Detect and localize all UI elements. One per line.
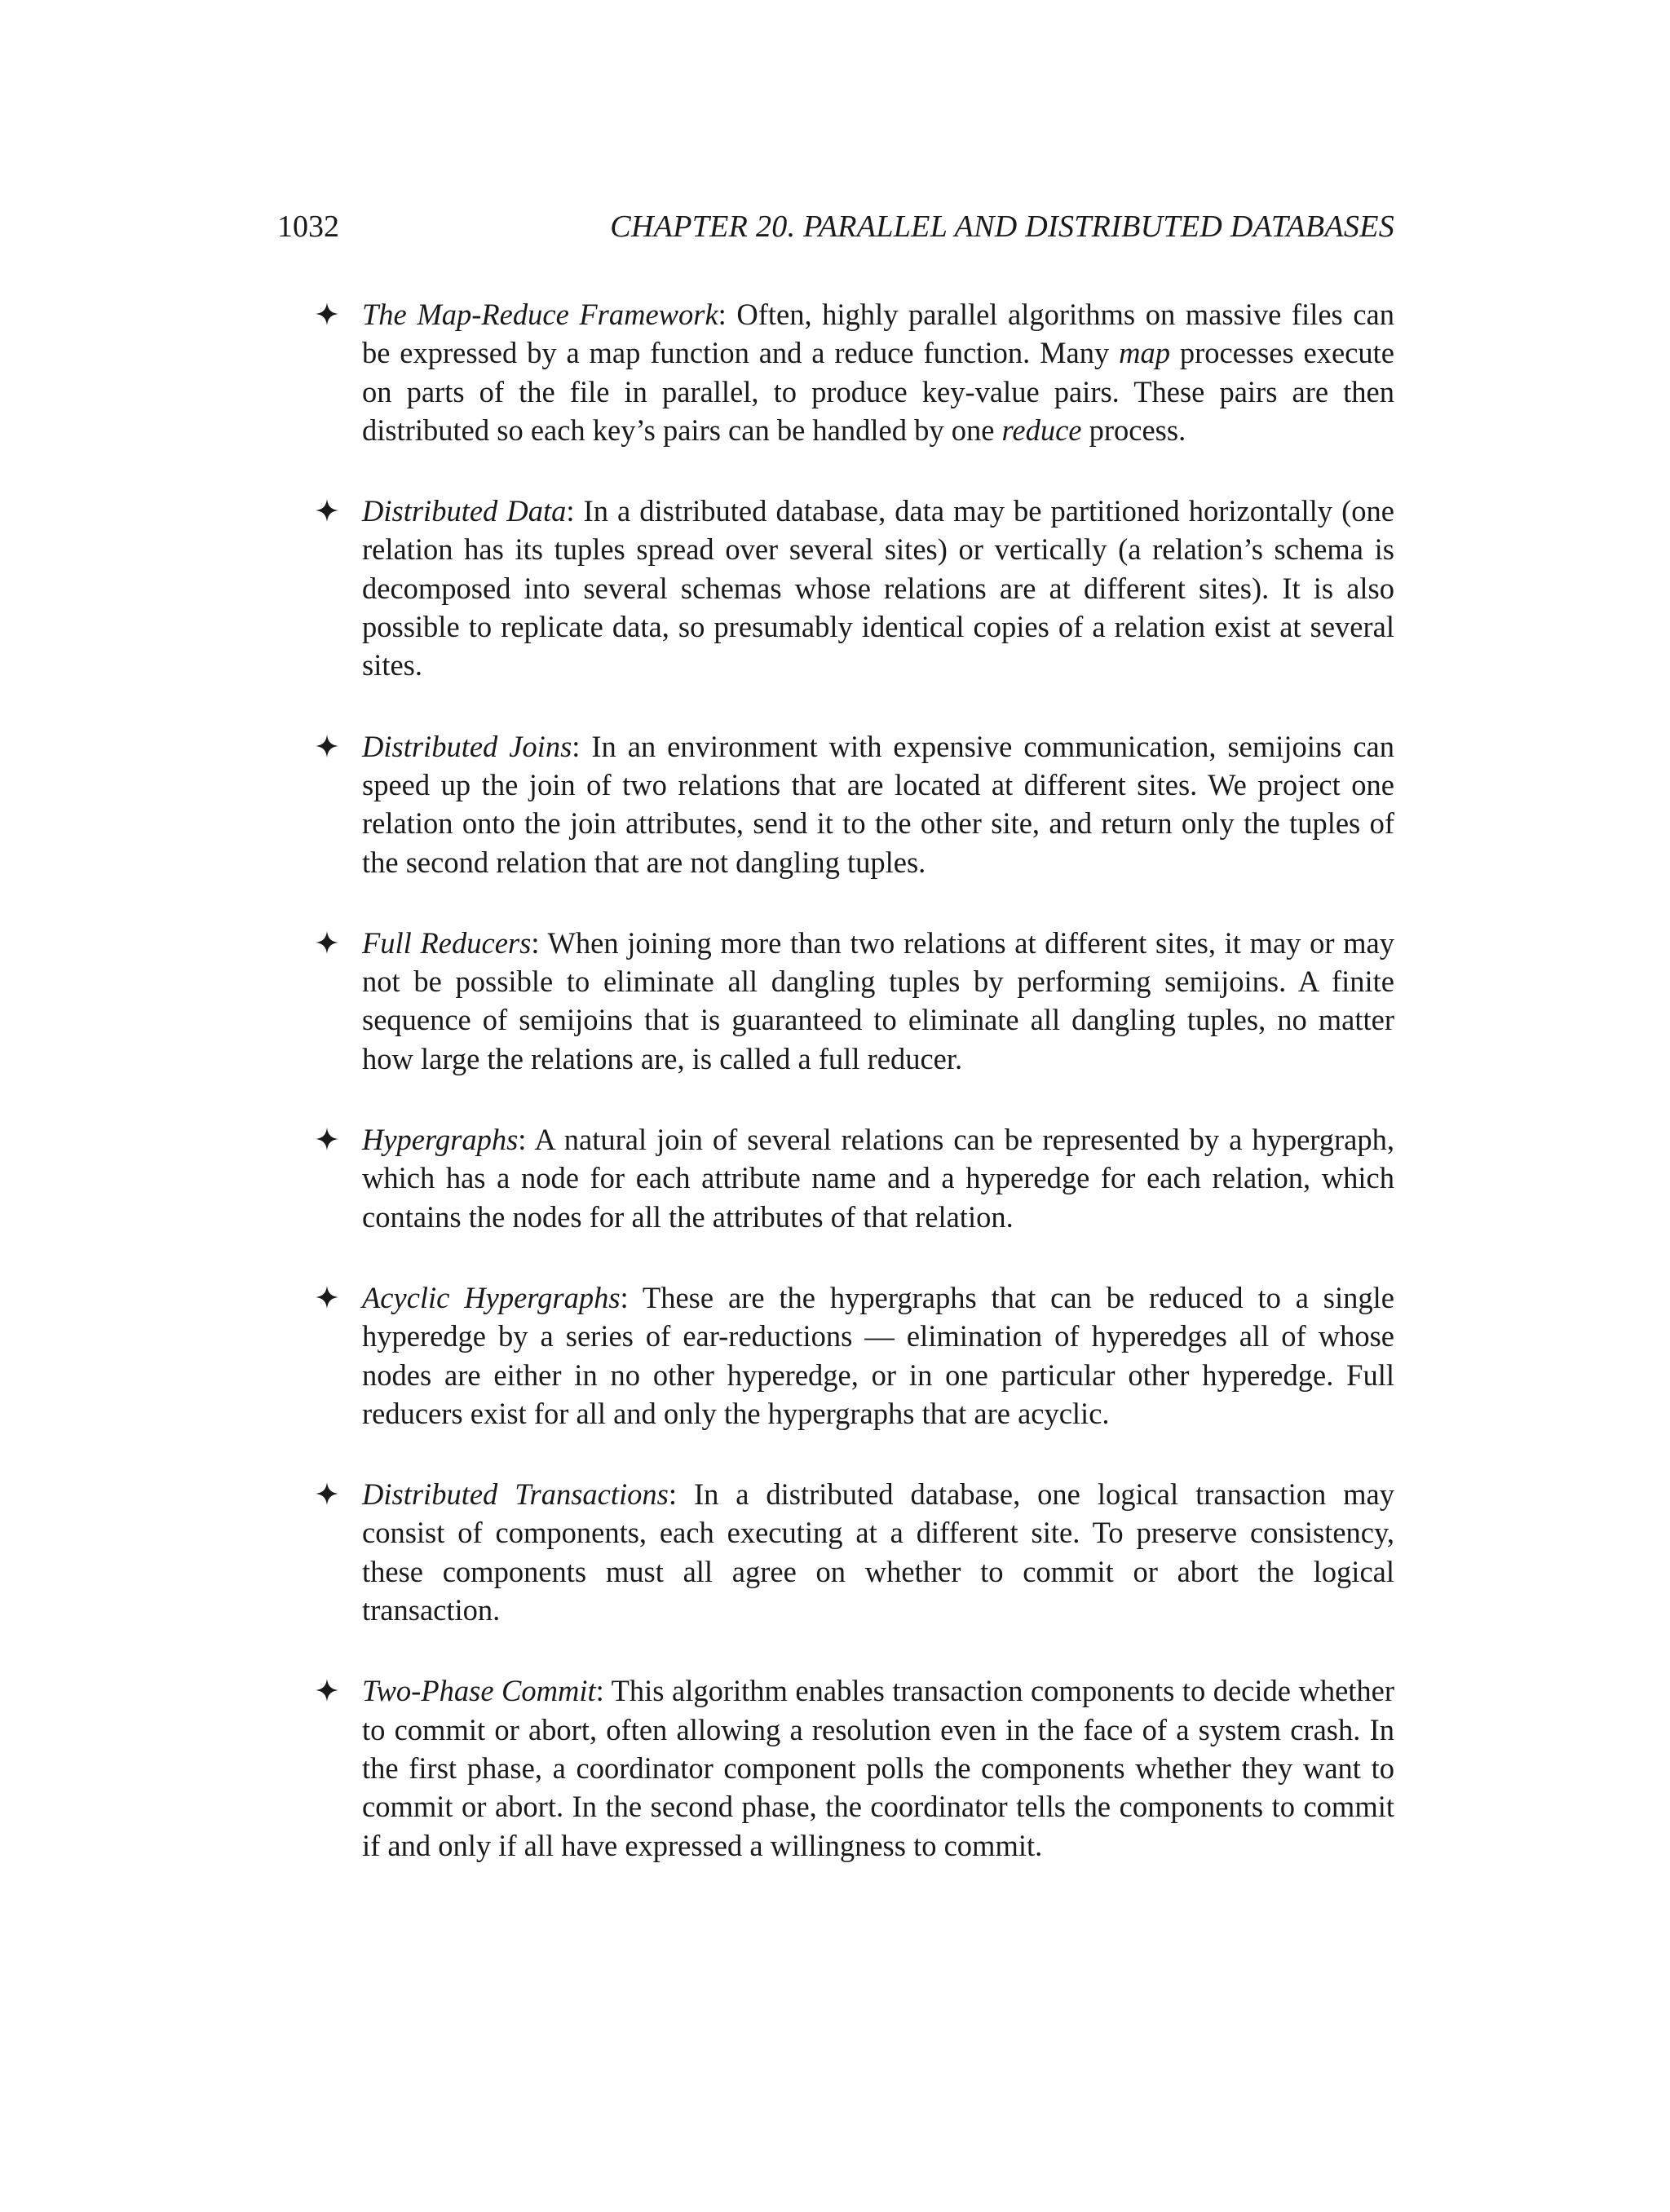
summary-item: Full Reducers: When joining more than two relations at different sites, it may or may not be possible to eliminate all dangling tuples by performing semijoins. A finite sequence of semijoins that is guaranteed to eliminate all dangling tuples, no matter how large the relations are, is called a full reducer.	[316, 924, 1394, 1078]
four-point-star-bullet-icon	[315, 924, 344, 962]
summary-item: Distributed Data: In a distributed database, data may be partitioned horizontally (one relation has its tuples spread over several sites) or vertically (a relation’s schema is decomposed into several schemas whose relations are at different sites). It is also possible to replicate data, so presumably identical copies of a relation exist at several sites.	[316, 492, 1394, 684]
term-label: Hypergraphs	[362, 1123, 519, 1157]
summary-item: Hypergraphs: A natural join of several relations can be represented by a hypergraph, which has a node for each attribute name and a hyperedge for each relation, which contains the nodes for all the attributes of that relation.	[316, 1120, 1394, 1236]
emphasized-word: map	[1119, 336, 1170, 370]
page-number: 1032	[277, 210, 339, 244]
four-point-star-bullet-icon	[315, 1278, 344, 1317]
term-label: Two-Phase Commit	[362, 1674, 596, 1708]
description-text: This algorithm enables transaction components to decide whether to commit or abort, often allowing a resolution even in the face of a system crash. In the first phase, a coordinator component polls the components whether they want to commit or abort. In the second phase, the coordinator tells the components to commit if and only if all have expressed a willingness to commit.	[362, 1674, 1395, 1862]
term-label: Distributed Data	[362, 494, 567, 528]
description-text: When joining more than two relations at different sites, it may or may not be possible to eliminate all dangling tuples by performing semijoins. A finite sequence of semijoins that is guaranteed to eliminate all dangling tuples, no matter how large the relations are, is called a full reducer.	[362, 925, 1395, 1075]
summary-list	[316, 295, 1394, 1907]
description-text: These are the hypergraphs that can be reduced to a single hyperedge by a series of ear-reductions — elimination of hyperedges all of whose nodes are either in no other hyperedge, or in one particular other hyperedge. Full reducers exist for all and only the hypergraphs that are acyclic.	[362, 1280, 1394, 1430]
description-text: In an environment with expensive communication, semijoins can speed up the join of two relations that are located at different sites. We project one relation onto the join attributes, send it to the other site, and return only the tuples of the second relation that are not dangling tuples.	[362, 729, 1394, 879]
four-point-star-bullet-icon	[315, 1475, 344, 1513]
term-label: Acyclic Hypergraphs	[362, 1280, 621, 1314]
running-head: CHAPTER 20. PARALLEL AND DISTRIBUTED DATABASES	[610, 210, 1394, 244]
description-text: A natural join of several relations can be represented by a hypergraph, which has a node for each attribute name and a hyperedge for each relation, which contains the nodes for all the attributes of that relation.	[362, 1123, 1394, 1234]
description-text: Often, highly parallel algorithms on massive files can be expressed by a map function and a reduce function. Many	[362, 298, 1394, 370]
description-text: In a distributed database, one logical transaction may consist of components, each executing at a different site. To preserve consistency, these components must all agree on whether to commit or abort the logical transaction.	[362, 1477, 1394, 1627]
description-text: process.	[1081, 413, 1186, 447]
four-point-star-bullet-icon	[315, 1120, 344, 1159]
term-label: Distributed Transactions	[362, 1477, 669, 1512]
four-point-star-bullet-icon	[315, 727, 344, 766]
summary-item: Two-Phase Commit: This algorithm enables transaction components to decide whether to commit or abort, often allowing a resolution even in the face of a system crash. In the first phase, a coordinator component polls the components whether they want to commit or abort. In the second phase, the coordinator tells the components to commit if and only if all have expressed a willingness to commit.	[316, 1671, 1394, 1864]
page-header	[277, 202, 1394, 251]
emphasized-word: reduce	[1001, 413, 1082, 447]
summary-item: Acyclic Hypergraphs: These are the hypergraphs that can be reduced to a single hyperedge by a series of ear-reductions — elimination of hyperedges all of whose nodes are either in no other hyperedge, or in one particular other hyperedge. Full reducers exist for all and only the hypergraphs that are acyclic.	[316, 1278, 1394, 1433]
term-label: Distributed Joins	[362, 729, 572, 763]
summary-item: Distributed Transactions: In a distributed database, one logical transaction may consist of components, each executing at a different site. To preserve consistency, these components must all agree on whether to commit or abort the logical transaction.	[316, 1475, 1394, 1629]
four-point-star-bullet-icon	[315, 1671, 344, 1710]
four-point-star-bullet-icon	[315, 295, 344, 333]
term-label: The Map-Reduce Framework	[362, 298, 718, 331]
summary-item: Distributed Joins: In an environment with expensive communication, semijoins can speed up the join of two relations that are located at different sites. We project one relation onto the join attributes, send it to the other site, and return only the tuples of the second relation that are not dangling tuples.	[316, 727, 1394, 881]
description-text: In a distributed database, data may be partitioned horizontally (one relation has its tuples spread over several sites) or vertically (a relation’s schema is decomposed into several schemas whose relations are at different sites). It is also possible to replicate data, so presumably identical copies of a relation exist at several sites.	[362, 494, 1394, 682]
description-text: processes execute on parts of the file in parallel, to produce key-value pairs. These pairs are then distributed so each key’s pairs can be handled by one	[362, 336, 1395, 447]
summary-item: The Map-Reduce Framework: Often, highly parallel algorithms on massive files can be expressed by a map function and a reduce function. Many map processes execute on parts of the file in parallel, to produce key-value pairs. These pairs are then distributed so each key’s pairs can be handled by one reduce process.	[316, 295, 1394, 449]
four-point-star-bullet-icon	[315, 492, 344, 530]
term-label: Full Reducers	[362, 925, 532, 960]
